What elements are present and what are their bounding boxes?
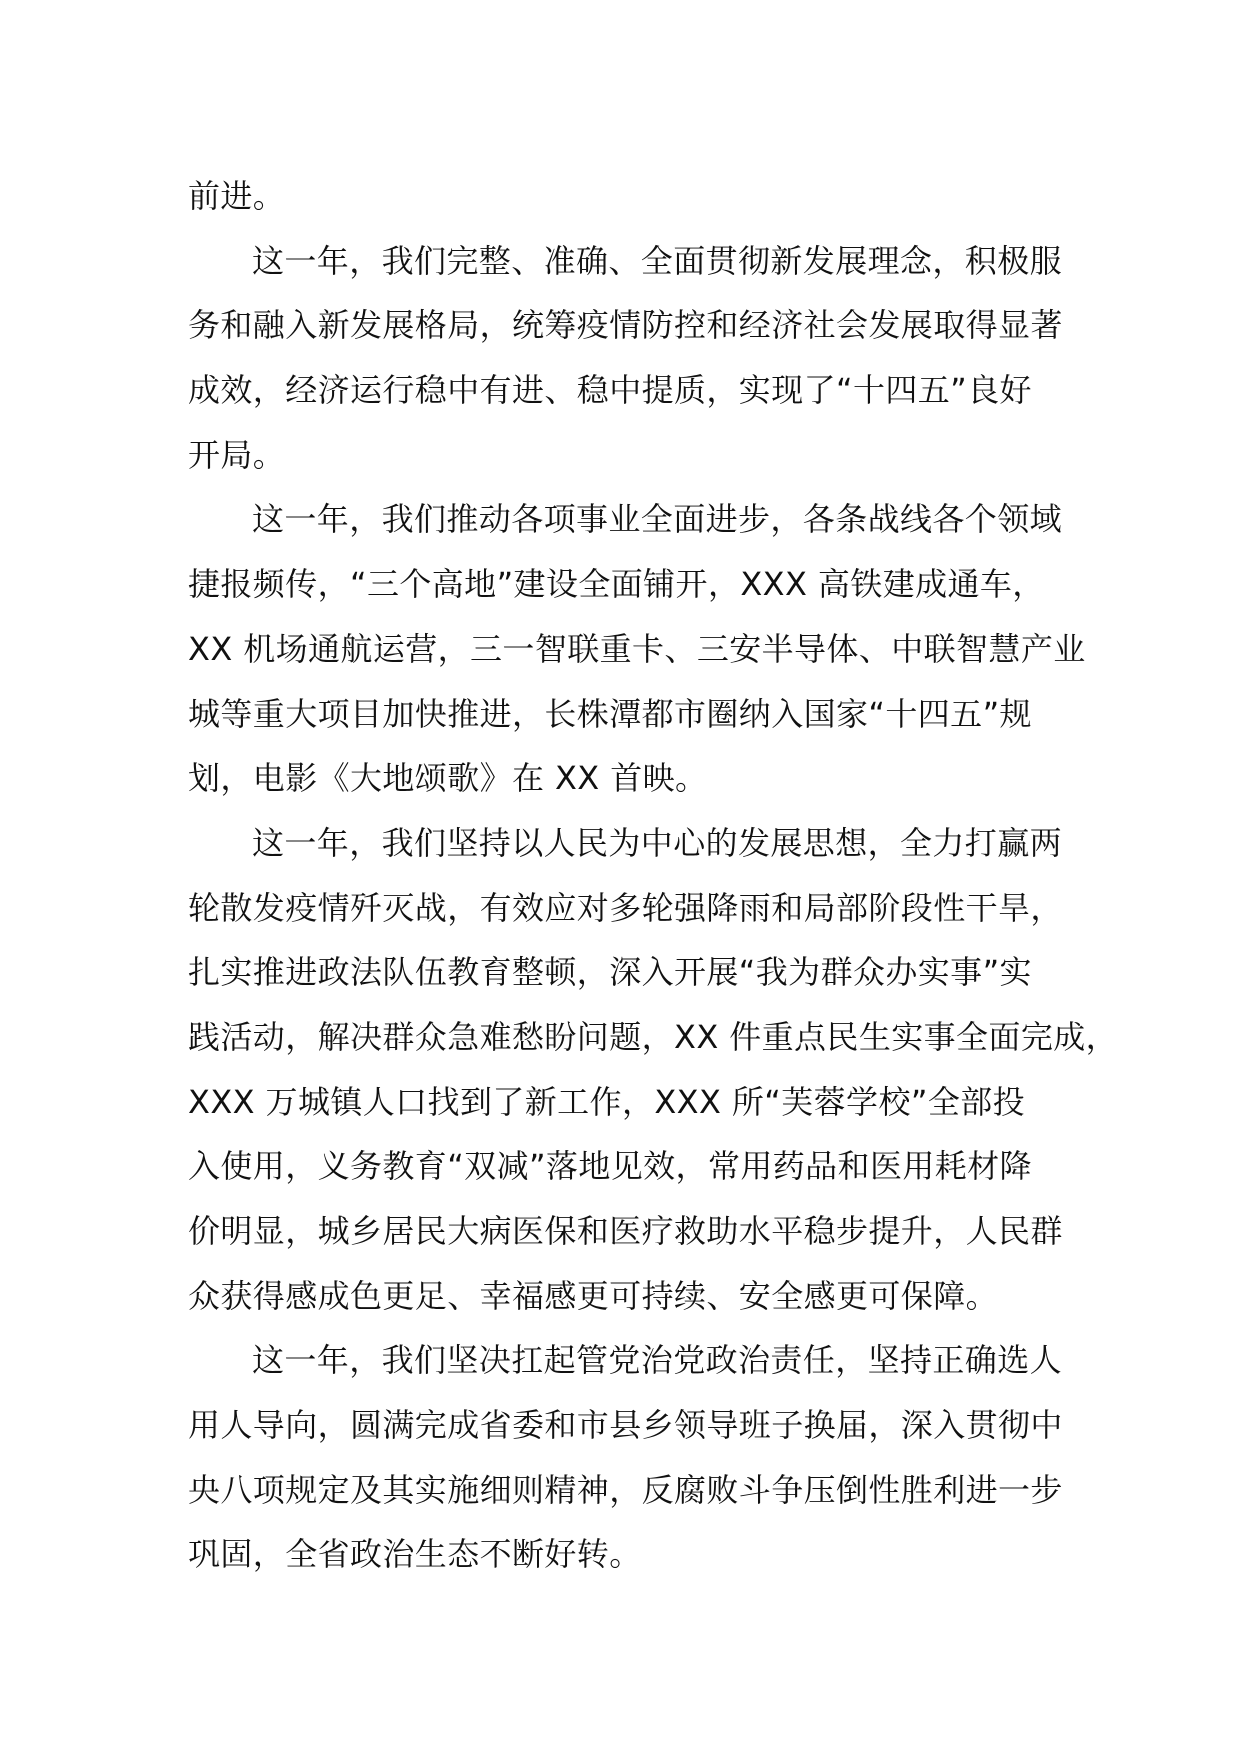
text-line: 价明显，城乡居民大病医保和医疗救助水平稳步提升，人民群 [188,1212,1063,1250]
text-line: 开局。 [188,435,286,474]
text-line: 用人导向，圆满完成省委和市县乡领导班子换届，深入贯彻中 [188,1406,1063,1445]
text-line: 轮散发疫情歼灭战，有效应对多轮强降雨和局部阶段性干旱， [188,888,1063,927]
text-line: 众获得感成色更足、幸福感更可持续、安全感更可保障。 [188,1276,999,1315]
paragraph-first-line: 这一年，我们推动各项事业全面进步，各条战线各个领域 [252,500,1063,539]
paragraph-first-line: 这一年，我们坚持以人民为中心的发展思想，全力打赢两 [252,823,1063,862]
text-line: 前进。 [188,177,286,215]
paragraph-first-line: 这一年，我们坚决扛起管党治党政治责任，坚持正确选人 [252,1341,1063,1380]
text-line: 捷报频传，“三个高地”建设全面铺开，XXX 高铁建成通车， [188,565,1045,604]
text-line: 扎实推进政法队伍教育整顿，深入开展“我为群众办实事”实 [188,953,1032,992]
paragraph-first-line: 这一年，我们完整、准确、全面贯彻新发展理念，积极服 [252,241,1063,280]
text-line: 践活动，解决群众急难愁盼问题，XX 件重点民生实事全面完成， [188,1017,1119,1056]
text-line: 城等重大项目加快推进，长株潭都市圈纳入国家“十四五”规 [188,694,1032,733]
text-line: 务和融入新发展格局，统筹疫情防控和经济社会发展取得显著 [188,306,1063,345]
text-line: 央八项规定及其实施细则精神，反腐败斗争压倒性胜利进一步 [188,1470,1063,1509]
text-line: XXX 万城镇人口找到了新工作，XXX 所“芙蓉学校”全部投 [188,1082,1026,1121]
text-line: 成效，经济运行稳中有进、稳中提质，实现了“十四五”良好 [188,371,1032,410]
text-line: XX 机场通航运营，三一智联重卡、三安半导体、中联智慧产业 [188,629,1086,668]
text-line: 划，电影《大地颂歌》在 XX 首映。 [188,759,708,798]
text-line: 入使用，义务教育“双减”落地见效，常用药品和医用耗材降 [188,1147,1032,1186]
text-line: 巩固，全省政治生态不断好转。 [188,1535,642,1574]
body-text [188,164,1119,1587]
